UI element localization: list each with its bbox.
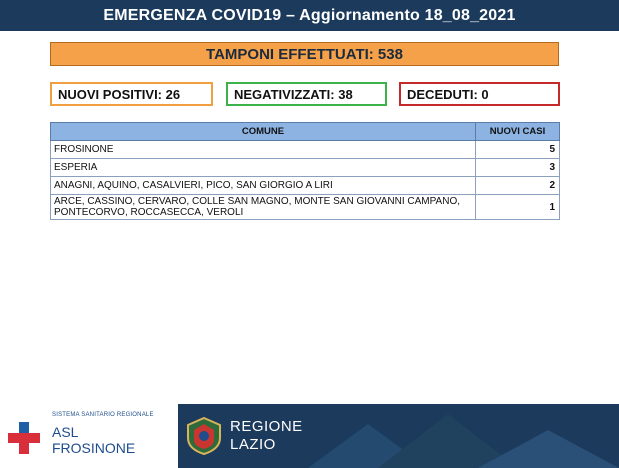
page-title: EMERGENZA COVID19 – Aggiornamento 18_08_2021 [103, 6, 516, 24]
regione-label-line1: REGIONE [230, 418, 303, 435]
comune-cell: ARCE, CASSINO, CERVARO, COLLE SAN MAGNO, MONTE SAN GIOVANNI CAMPANO, PONTECORVO, ROCCASECCA, VEROLI [51, 195, 476, 220]
table-row [51, 159, 560, 177]
negativizzati-box [226, 82, 387, 106]
regione-lazio-emblem-icon [186, 416, 222, 456]
comune-cell: ESPERIA [51, 159, 476, 177]
asl-frosinone-logo [0, 404, 178, 468]
comune-column-header: COMUNE [51, 123, 476, 141]
table-row [51, 177, 560, 195]
table-row [51, 195, 560, 220]
asl-name-line1: ASL [52, 424, 79, 440]
table-row [51, 141, 560, 159]
tamponi-label: TAMPONI EFFETTUATI: 538 [206, 45, 403, 63]
negativizzati-label: NEGATIVIZZATI: 38 [234, 86, 353, 102]
deceduti-label: DECEDUTI: 0 [407, 86, 489, 102]
casi-cell: 1 [476, 195, 560, 220]
nuovi-casi-column-header: NUOVI CASI [476, 123, 560, 141]
page-title-bar [0, 0, 619, 31]
comune-cell: ANAGNI, AQUINO, CASALVIERI, PICO, SAN GIORGIO A LIRI [51, 177, 476, 195]
deceduti-box [399, 82, 560, 106]
nuovi-positivi-label: NUOVI POSITIVI: 26 [58, 86, 181, 102]
asl-name-line2: FROSINONE [52, 440, 136, 456]
regione-label-line2: LAZIO [230, 436, 276, 453]
red-cross-icon [8, 422, 40, 454]
regione-lazio-banner [178, 404, 619, 468]
table-header-row [51, 123, 560, 141]
footer [0, 404, 619, 468]
tamponi-banner [50, 42, 559, 66]
comune-cell: FROSINONE [51, 141, 476, 159]
asl-tagline: SISTEMA SANITARIO REGIONALE [52, 412, 154, 418]
casi-cell: 3 [476, 159, 560, 177]
nuovi-positivi-box [50, 82, 213, 106]
casi-cell: 5 [476, 141, 560, 159]
comuni-table [50, 122, 560, 220]
casi-cell: 2 [476, 177, 560, 195]
